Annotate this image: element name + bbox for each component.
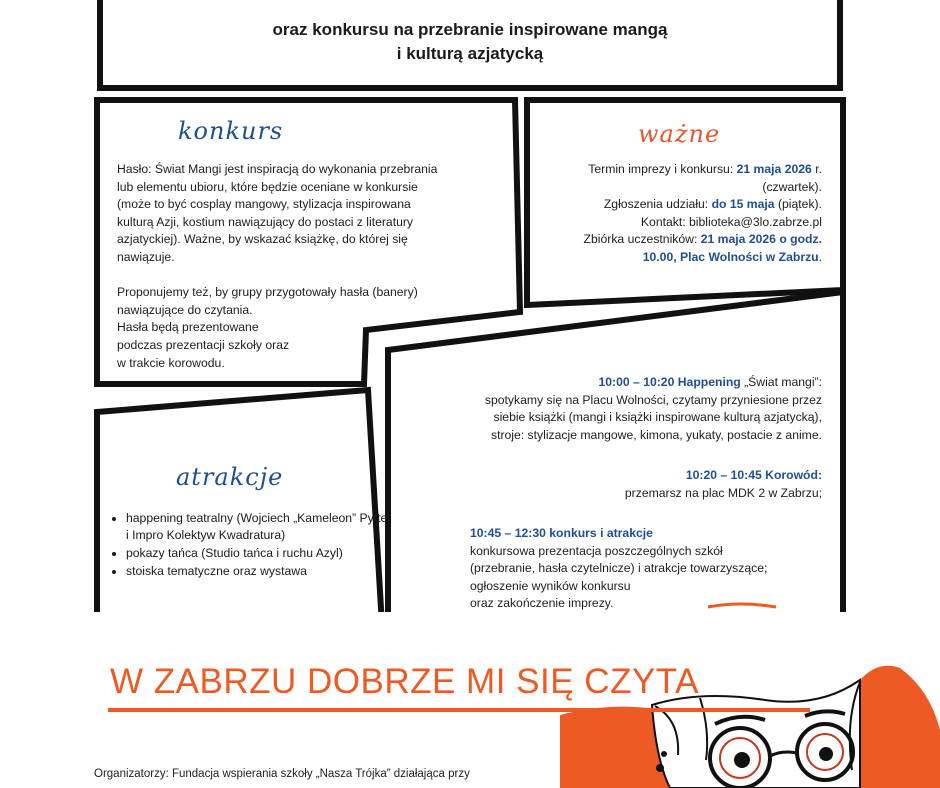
- program-konkurs: 10:45 – 12:30 konkurs i atrakcje konkursowa prezentacja poszczególnych szkół (przebranie, hasła czytelnicze) i atrakcje towarzyszące; ogłoszenie wyników konkursu oraz zakończenie imprezy.: [470, 526, 768, 611]
- slogan-underline: [108, 708, 810, 712]
- konkurs-line: kulturą Azji, kostium nawiązujący do postaci z literatury: [117, 214, 414, 229]
- slogan-text: W ZABRZU DOBRZE MI SIĘ CZYTA: [110, 662, 699, 701]
- wazne-heading: ważne: [638, 120, 721, 148]
- konkurs-line: Proponujemy też, by grupy przygotowały hasła (banery): [117, 285, 418, 300]
- konkurs-line: nawiązujące do czytania.: [117, 302, 253, 317]
- list-item: • pokazy tańca (Studio tańca i ruchu Azyl): [126, 545, 396, 562]
- title-line-2: i kulturą azjatycką: [396, 44, 544, 63]
- konkurs-line: (może to być cosplay mangowy, stylizacja inspirowana: [117, 197, 411, 212]
- program-korowod: 10:20 – 10:45 Korowód: przemarsz na plac MDK 2 w Zabrzu;: [624, 468, 822, 500]
- list-item: • stoiska tematyczne oraz wystawa: [126, 563, 396, 580]
- atrakcje-list: [112, 510, 396, 581]
- konkurs-line: Hasło: Świat Mangi jest inspiracją do wykonania przebrania: [117, 162, 438, 176]
- title-line-1: oraz konkursu na przebranie inspirowane mangą: [272, 20, 668, 39]
- atrakcje-heading: atrakcje: [176, 463, 284, 491]
- konkurs-line: Hasła będą prezentowane: [117, 320, 259, 335]
- konkurs-line: [117, 267, 437, 285]
- konkurs-line: nawiązuje.: [117, 249, 175, 264]
- organizers-text: Organizatorzy: Fundacja wspierania szkoły „Nasza Trójka” działająca przy: [94, 768, 470, 780]
- konkurs-line: podczas prezentacji szkoły oraz: [117, 337, 290, 352]
- konkurs-line: lub elementu ubioru, które będzie oceniane w konkursie: [117, 179, 418, 194]
- konkurs-heading: konkurs: [178, 117, 284, 145]
- konkurs-text: [117, 161, 437, 372]
- konkurs-line: w trakcie korowodu.: [117, 355, 225, 370]
- konkurs-line: azjatyckiej). Ważne, by wskazać książkę, do której się: [117, 232, 408, 247]
- program-happening: 10:00 – 10:20 Happening „Świat mangi”: spotykamy się na Placu Wolności, czytamy przyniesione przez siebie książki (mangi i książki inspirowane kulturą azjatycką), stroje: stylizacje mangowe, kimona, yukaty, postacie z anime.: [484, 375, 822, 442]
- atrakcje-panel-frame: [97, 390, 382, 625]
- wazne-text: Termin imprezy i konkursu: 21 maja 2026 r. (czwartek). Zgłoszenia udziału: do 15 maja (piątek). Kontakt: biblioteka@3lo.zabrze.pl Zbiórka uczestników: 21 maja 2026 o godz. 10.00, Plac Wolności w Zabrzu.: [583, 162, 822, 264]
- list-item: • happening teatralny (Wojciech „Kameleon” Pyttel i Impro Kolektyw Kwadratura): [126, 510, 396, 544]
